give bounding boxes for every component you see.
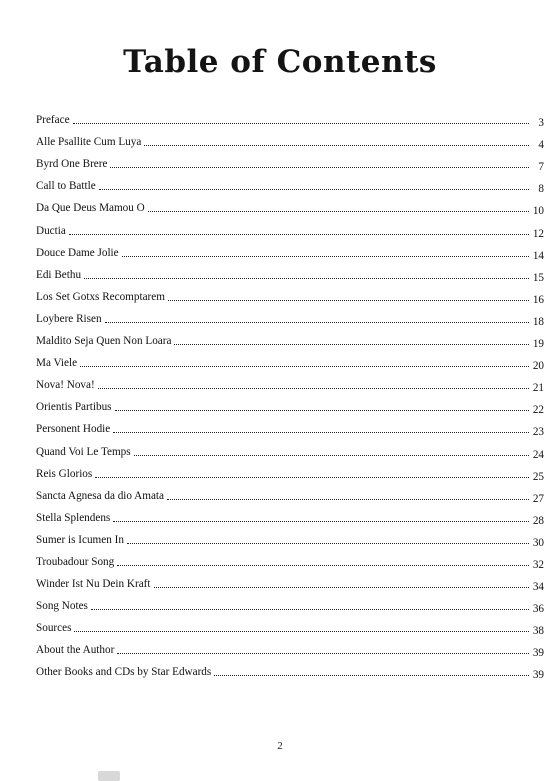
dot-leader	[69, 234, 529, 235]
toc-entry-page: 14	[532, 249, 544, 262]
toc-entry-page: 10	[532, 205, 544, 218]
toc-entry	[36, 590, 544, 616]
toc-entry	[36, 458, 544, 483]
toc-entry-page: 36	[532, 603, 544, 616]
toc-entry-title: Reis Glorios	[36, 467, 93, 480]
toc-entry-title: Nova! Nova!	[36, 379, 95, 392]
toc-entry-page: 8	[538, 183, 544, 196]
dot-leader	[148, 211, 529, 212]
toc-entry-page: 15	[532, 271, 544, 284]
toc-entry-title: Ma Viele	[36, 357, 78, 370]
dot-leader	[144, 145, 529, 146]
dot-leader	[115, 410, 529, 411]
toc-entry-page: 30	[532, 536, 544, 549]
toc-entry-page: 39	[532, 669, 544, 682]
toc-entry	[36, 369, 544, 395]
toc-entry-page: 16	[532, 293, 544, 306]
toc-entry	[36, 303, 544, 328]
toc-entry	[36, 214, 544, 240]
toc-entry	[36, 259, 544, 284]
dot-leader	[168, 300, 529, 301]
toc-entry-page: 32	[532, 558, 544, 571]
dot-leader	[117, 565, 529, 566]
toc-entry-title: Song Notes	[36, 600, 88, 613]
toc-entry	[36, 325, 544, 351]
dot-leader	[113, 521, 529, 522]
toc-entry-title: Quand Voi Le Temps	[36, 445, 131, 458]
toc-entry	[36, 502, 544, 527]
toc-entry-title: About the Author	[36, 644, 115, 657]
toc-entry-page: 3	[538, 117, 544, 130]
toc-entry-title: Winder Ist Nu Dein Kraft	[36, 578, 151, 591]
dot-leader	[95, 477, 529, 478]
toc-entry-page: 28	[532, 514, 544, 527]
toc-entry-title: Stella Splendens	[36, 511, 111, 524]
toc-entry-title: Alle Psallite Cum Luya	[36, 136, 142, 149]
toc-entry	[36, 568, 544, 594]
toc-entry-page: 23	[532, 426, 544, 439]
toc-entry-title: Preface	[36, 114, 70, 127]
toc-entry	[36, 281, 544, 306]
toc-entry-title: Sumer is Icumen In	[36, 533, 124, 546]
toc-entry-title: Ductia	[36, 224, 66, 237]
dot-leader	[113, 432, 529, 433]
toc-entry-page: 24	[532, 448, 544, 461]
toc-entry	[36, 126, 544, 152]
toc-entry	[36, 391, 544, 417]
toc-entry-title: Da Que Deus Mamou O	[36, 202, 145, 215]
dot-leader	[167, 499, 529, 500]
dot-leader	[73, 123, 529, 124]
page-number: 2	[277, 740, 283, 752]
toc-entry-page: 20	[532, 360, 544, 373]
table-of-contents	[36, 104, 544, 682]
toc-entry	[36, 612, 544, 638]
toc-entry-title: Sancta Agnesa da dio Amata	[36, 489, 164, 502]
dot-leader	[174, 344, 529, 345]
dot-leader	[84, 278, 529, 279]
toc-entry-title: Personent Hodie	[36, 423, 111, 436]
toc-entry-page: 21	[532, 382, 544, 395]
toc-entry	[36, 104, 544, 130]
toc-entry	[36, 435, 544, 461]
toc-entry-title: Byrd One Brere	[36, 158, 108, 171]
toc-entry-page: 19	[532, 338, 544, 351]
toc-entry-page: 12	[532, 227, 544, 240]
dot-leader	[154, 587, 530, 588]
dot-leader	[91, 609, 529, 610]
toc-entry-title: Loybere Risen	[36, 312, 102, 325]
dot-leader	[98, 388, 529, 389]
toc-entry-page: 7	[538, 161, 544, 174]
toc-entry-title: Edi Bethu	[36, 268, 82, 281]
dot-leader	[134, 455, 529, 456]
dot-leader	[117, 653, 529, 654]
toc-entry-title: Sources	[36, 622, 72, 635]
toc-entry	[36, 656, 544, 682]
toc-entry-title: Troubadour Song	[36, 555, 115, 568]
toc-entry	[36, 170, 544, 196]
toc-entry-page: 34	[532, 581, 544, 594]
dot-leader	[105, 322, 529, 323]
toc-entry-title: Orientis Partibus	[36, 401, 112, 414]
toc-entry-page: 4	[538, 139, 544, 152]
toc-entry	[36, 148, 544, 174]
toc-entry	[36, 480, 544, 505]
toc-entry-title: Other Books and CDs by Star Edwards	[36, 666, 212, 679]
toc-entry	[36, 524, 544, 549]
toc-entry	[36, 413, 544, 439]
toc-entry-page: 27	[532, 492, 544, 505]
toc-entry-page: 22	[532, 404, 544, 417]
toc-entry-page: 25	[532, 470, 544, 483]
toc-entry-title: Douce Dame Jolie	[36, 246, 119, 259]
toc-entry-page: 39	[532, 647, 544, 660]
toc-entry-page: 38	[532, 625, 544, 638]
toc-entry	[36, 546, 544, 571]
toc-entry-title: Los Set Gotxs Recomptarem	[36, 290, 165, 303]
toc-entry	[36, 192, 544, 218]
dot-leader	[80, 366, 529, 367]
dot-leader	[110, 167, 529, 168]
dot-leader	[99, 189, 529, 190]
scan-mark	[98, 771, 120, 781]
toc-entry	[36, 634, 544, 660]
toc-entry-title: Call to Battle	[36, 180, 96, 193]
dot-leader	[127, 543, 529, 544]
toc-entry	[36, 347, 544, 373]
toc-entry-page: 18	[532, 315, 544, 328]
toc-entry	[36, 237, 544, 262]
toc-entry-title: Maldito Seja Quen Non Loara	[36, 335, 172, 348]
page-title: Table of Contents	[123, 44, 437, 80]
dot-leader	[74, 631, 529, 632]
dot-leader	[122, 256, 529, 257]
dot-leader	[214, 675, 529, 676]
